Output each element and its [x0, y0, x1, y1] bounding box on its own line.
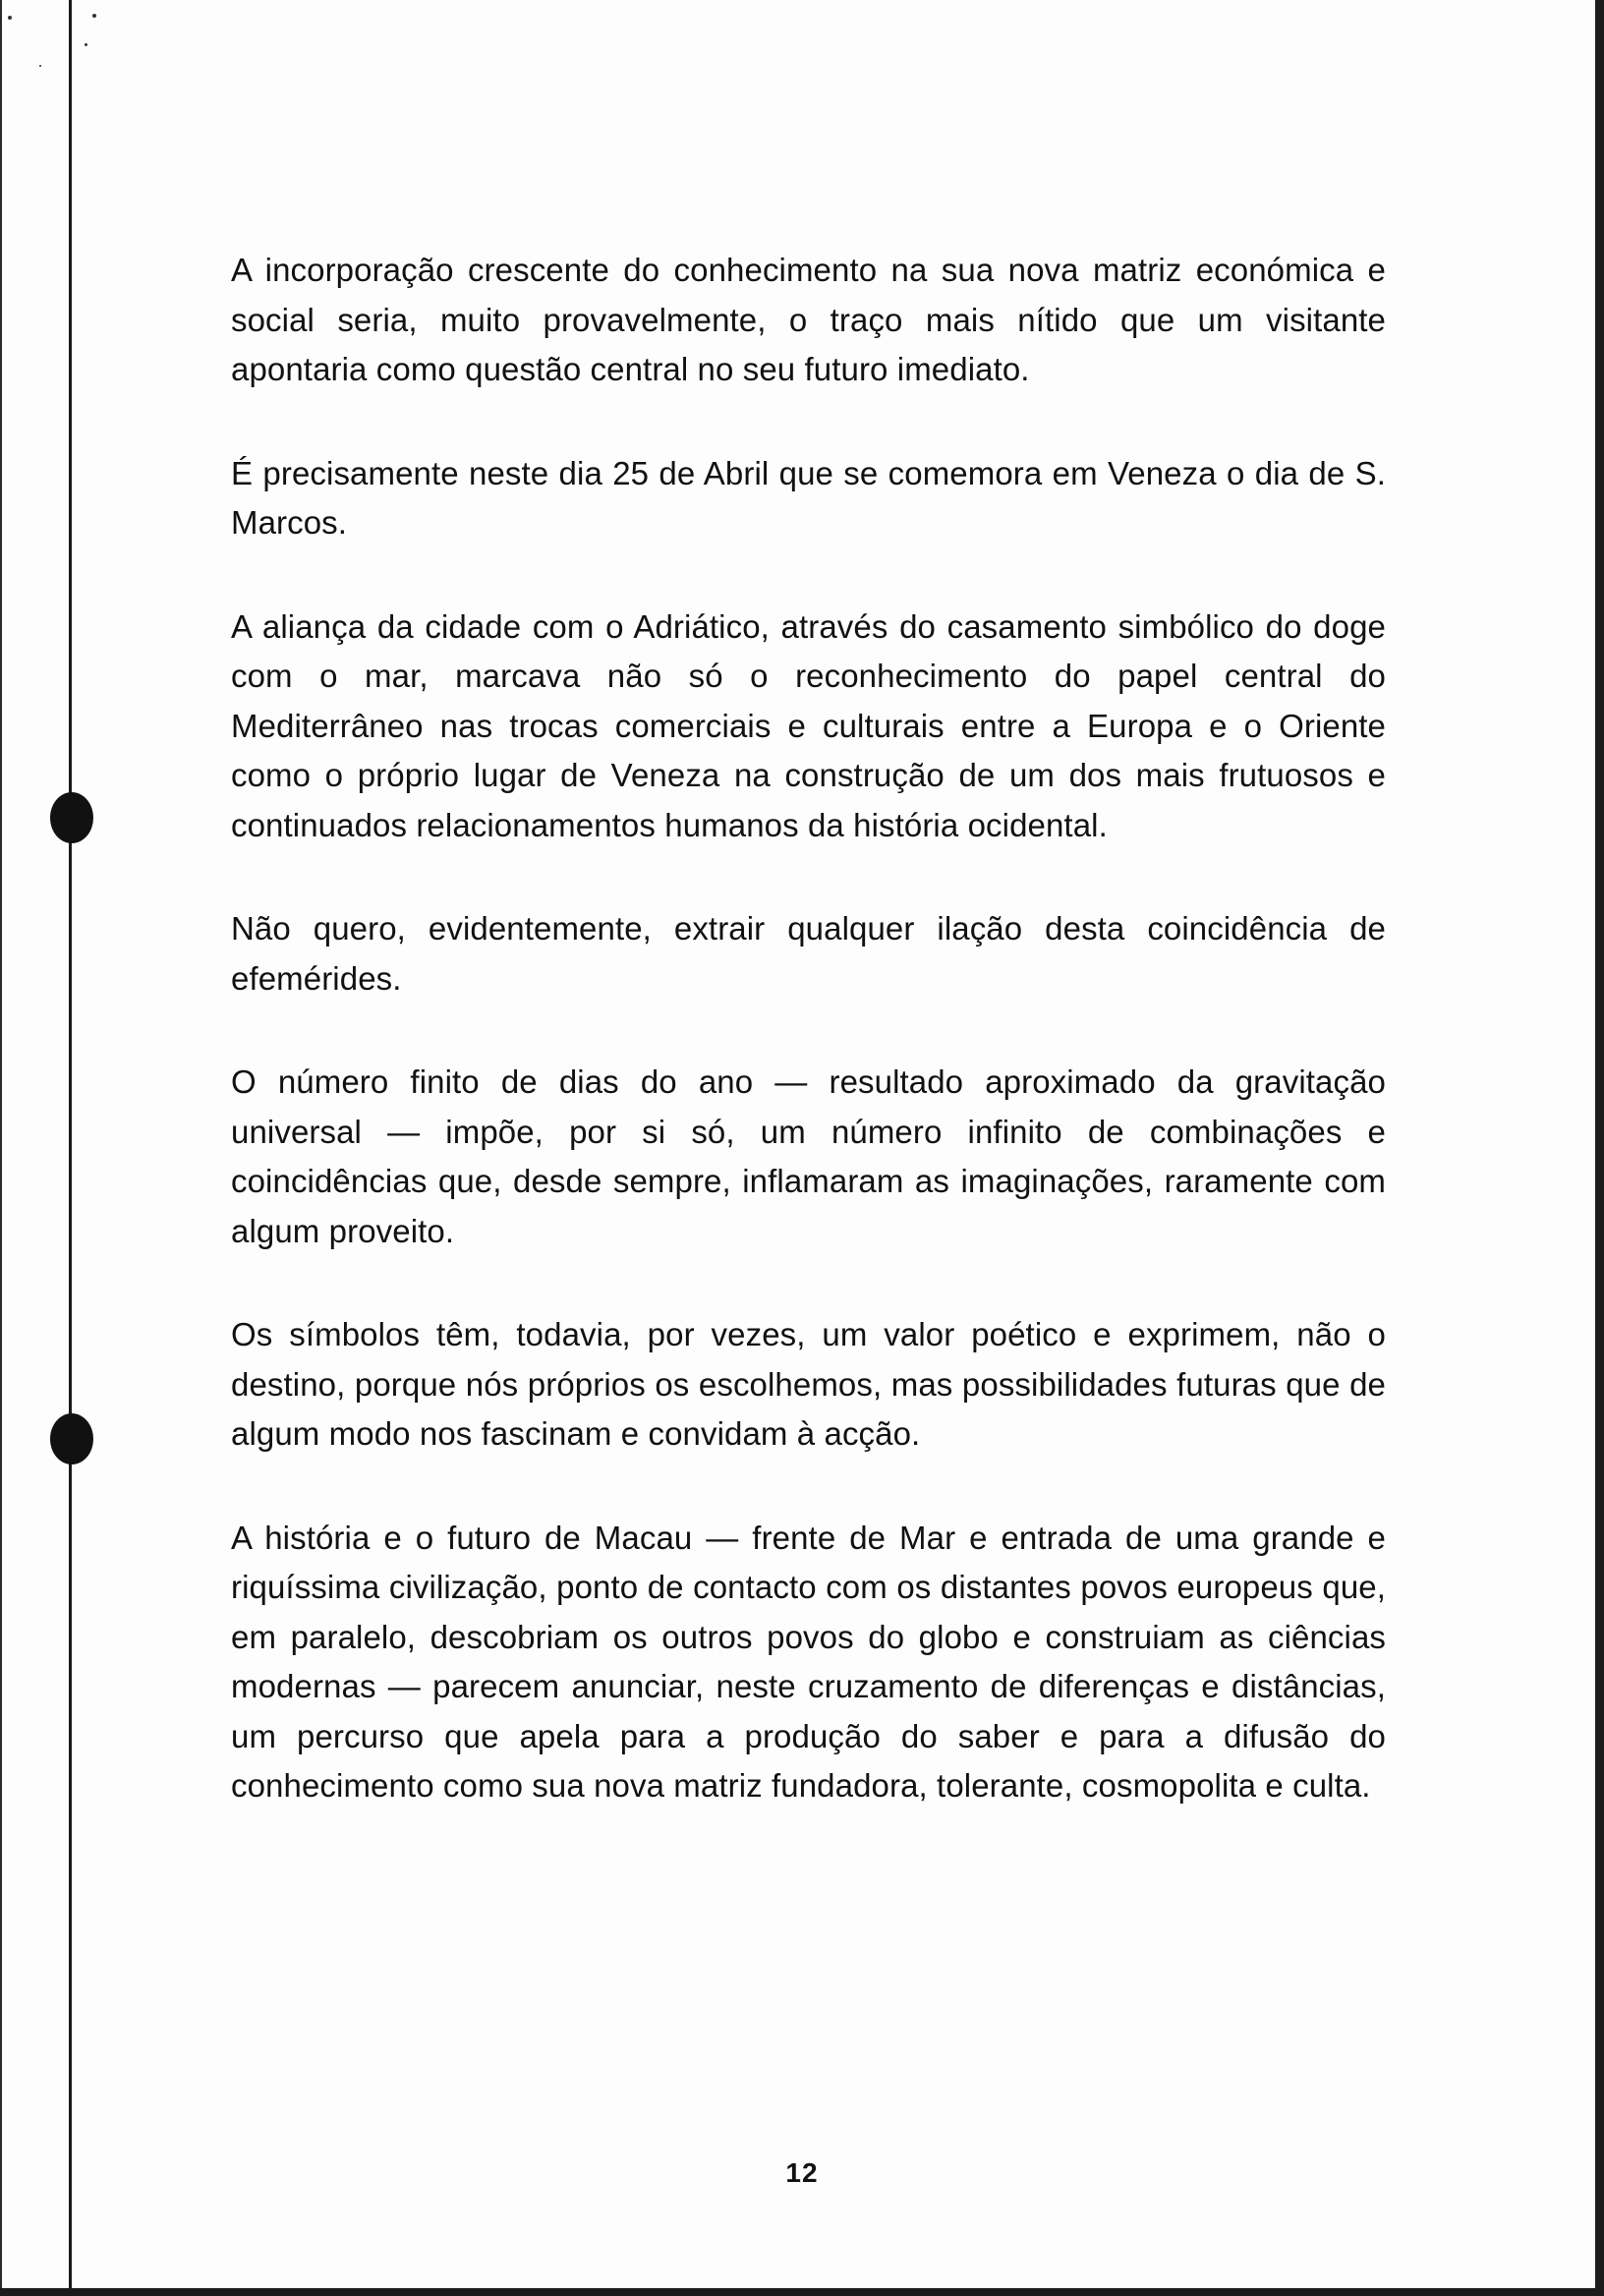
scan-left-edge [0, 0, 2, 2296]
punch-hole [50, 1413, 93, 1464]
punch-hole [50, 792, 93, 843]
page-number: 12 [785, 2157, 819, 2188]
scan-right-edge [1595, 0, 1604, 2296]
scan-bottom-edge [0, 2288, 1604, 2296]
paragraph: O número finito de dias do ano — resultado aproximado da gravitação universal — impõe, por si só, um número infinito de combinações e coincidências que, desde sempre, inflamaram as imaginações, raramente com algum proveito. [231, 1063, 1386, 1249]
paragraph: A aliança da cidade com o Adriático, através do casamento simbólico do doge com o mar, marcava não só o reconhecimento do papel central do Mediterrâneo nas trocas comerciais e culturais entre a Europa e o Oriente como o próprio lugar de Veneza na construção de um dos mais frutuosos e continuados relacionamentos humanos da história ocidental. [231, 607, 1386, 843]
binding-margin-line [69, 0, 72, 2296]
body-text [231, 246, 1386, 1866]
scan-speck [85, 43, 87, 46]
paragraph: A história e o futuro de Macau — frente de Mar e entrada de uma grande e riquíssima civilização, ponto de contacto com os distantes povos europeus que, em paralelo, descobriam os outros povos do globo e construiam as ciências modernas — parecem anunciar, neste cruzamento de diferenças e distâncias, um percurso que apela para a produção do saber e para a difusão do conhecimento como sua nova matriz fundadora, tolerante, cosmopolita e culta. [231, 1519, 1386, 1804]
paragraph: Não quero, evidentemente, extrair qualquer ilação desta coincidência de efemérides. [231, 910, 1386, 997]
paragraph: A incorporação crescente do conhecimento na sua nova matriz económica e social seria, muito provavelmente, o traço mais nítido que um visitante apontaria como questão central no seu futuro imediato. [231, 252, 1386, 387]
scan-speck [92, 14, 96, 18]
paragraph: Os símbolos têm, todavia, por vezes, um valor poético e exprimem, não o destino, porque nós próprios os escolhemos, mas possibilidades futuras que de algum modo nos fascinam e convidam à acção. [231, 1316, 1386, 1452]
scan-speck [8, 16, 12, 20]
scan-speck [39, 65, 41, 67]
paragraph: É precisamente neste dia 25 de Abril que se comemora em Veneza o dia de S. Marcos. [231, 454, 1386, 541]
